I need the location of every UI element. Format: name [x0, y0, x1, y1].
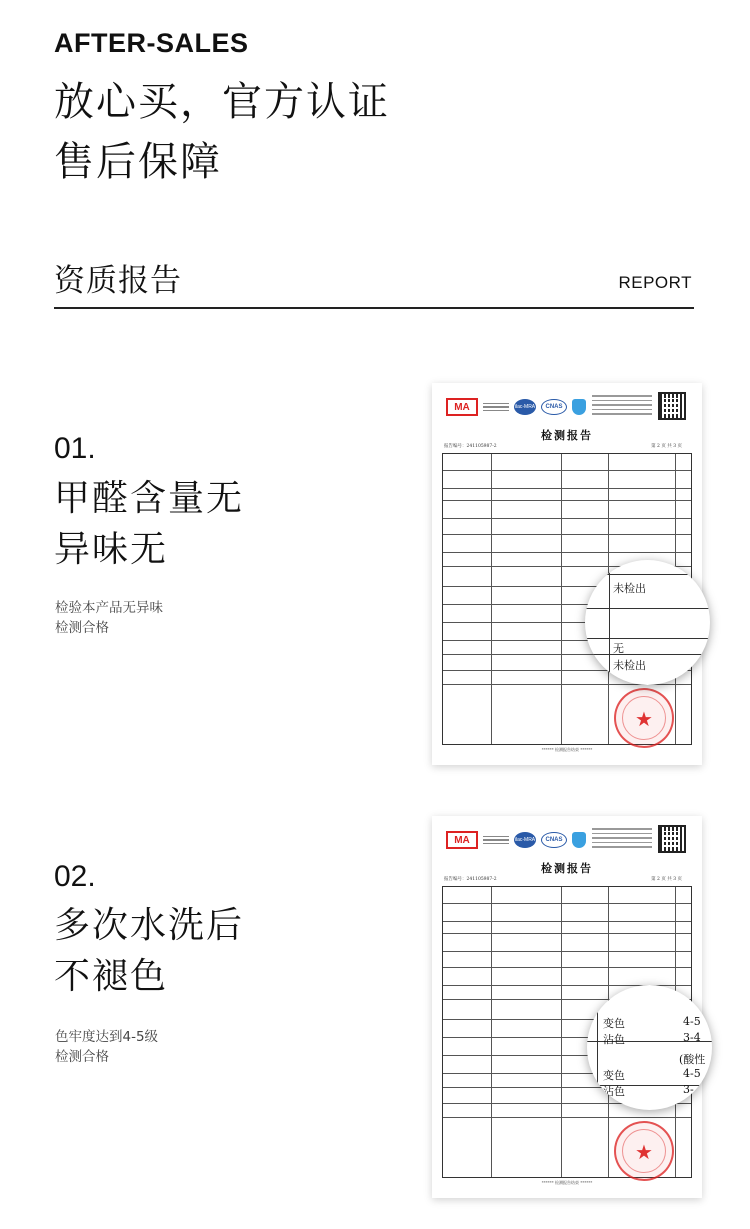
report-footer: ****** 检测报告结束 ****** — [541, 747, 593, 752]
item-2-number: 02. — [54, 860, 96, 893]
certification-logos — [446, 395, 586, 419]
red-seal-stamp: ★ — [614, 688, 674, 748]
magnified-label-2: 沾色 — [603, 1033, 625, 1046]
logo-caption — [483, 832, 509, 848]
report-number: 报告编号：241105987-2 — [444, 444, 497, 449]
hero-line-2: 售后保障 — [54, 139, 222, 185]
cnas-logo: CNAS — [541, 832, 567, 848]
lab-address-block — [592, 828, 652, 848]
ilac-logo: ilac-MRA — [514, 399, 536, 415]
magnified-value-2: 3-4 — [683, 1031, 701, 1044]
section-divider — [54, 307, 694, 309]
magnified-value-4: 4-5 — [683, 1067, 701, 1080]
section-title-en: REPORT — [618, 273, 692, 292]
report-page: 第 2 页 共 3 页 — [651, 877, 682, 882]
shield-icon — [572, 399, 586, 415]
magnified-label-5: 沾色 — [603, 1085, 625, 1098]
report-footer: ****** 检测报告结束 ****** — [541, 1180, 593, 1185]
section-title: 资质报告 — [54, 263, 182, 299]
ilac-logo: ilac-MRA — [514, 832, 536, 848]
magnified-text-1: 未检出 — [613, 582, 646, 595]
item-1-heading-line-1: 甲醛含量无 — [54, 478, 245, 519]
report-title: 检测报告 — [541, 862, 593, 875]
item-2-heading-line-2: 不褪色 — [54, 956, 169, 997]
qr-code-icon — [658, 825, 686, 853]
magnified-value-5: 3- — [683, 1083, 694, 1096]
logo-caption — [483, 399, 509, 415]
item-1-heading-line-2: 异味无 — [54, 529, 169, 570]
hero-line-1: 放心买，官方认证 — [54, 79, 390, 125]
magnified-text-3: 未检出 — [613, 659, 646, 672]
report-page: 第 2 页 共 3 页 — [651, 444, 682, 449]
magnified-label-1: 变色 — [603, 1017, 625, 1030]
magnifier-lens-2 — [587, 985, 712, 1110]
magnified-label-4: 变色 — [603, 1069, 625, 1082]
shield-icon — [572, 832, 586, 848]
report-title: 检测报告 — [541, 429, 593, 442]
magnified-label-6: (不用 — [679, 1102, 701, 1110]
cnas-logo: CNAS — [541, 399, 567, 415]
item-2-desc-line-1: 色牢度达到4-5级 — [55, 1029, 159, 1045]
hero-title-en: AFTER-SALES — [54, 28, 249, 58]
magnified-text-2: 无 — [613, 642, 624, 655]
item-2-heading-line-1: 多次水洗后 — [54, 905, 245, 946]
qr-code-icon — [658, 392, 686, 420]
item-2-desc-line-2: 检测合格 — [55, 1049, 109, 1065]
item-1-desc-line-2: 检测合格 — [55, 620, 109, 636]
red-seal-stamp: ★ — [614, 1121, 674, 1181]
cma-logo: MA — [446, 831, 478, 849]
magnifier-lens-1 — [585, 560, 710, 685]
cma-logo: MA — [446, 398, 478, 416]
certification-logos — [446, 828, 586, 852]
magnified-label-3: (酸性 — [679, 1053, 706, 1066]
item-1-desc-line-1: 检验本产品无异味 — [55, 600, 163, 616]
lab-address-block — [592, 395, 652, 415]
report-number: 报告编号：241105987-2 — [444, 877, 497, 882]
magnified-value-1: 4-5 — [683, 1015, 701, 1028]
item-1-number: 01. — [54, 432, 96, 465]
